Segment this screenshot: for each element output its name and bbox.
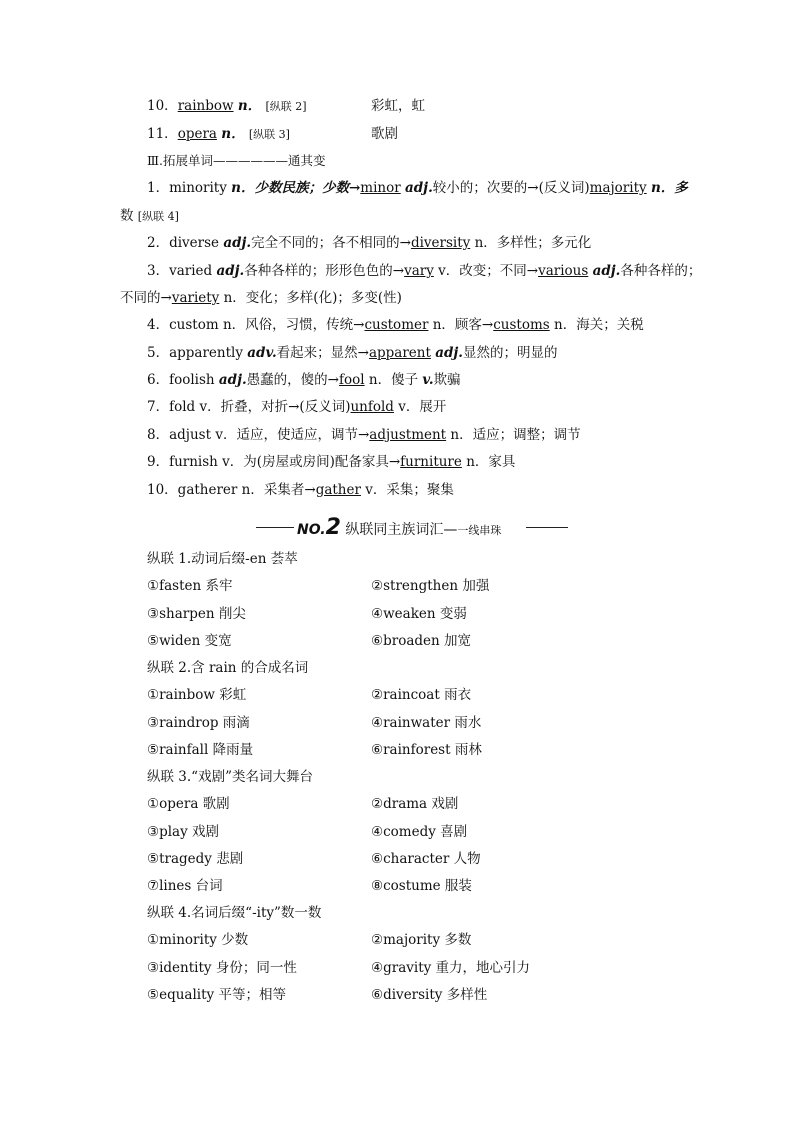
- word: 3．varied: [147, 263, 213, 279]
- vocab-meaning-10: 彩虹，虹: [371, 98, 425, 114]
- definition: 显然的；明显的: [463, 345, 558, 361]
- derived-word: customs: [493, 317, 550, 333]
- antonym-word: majority: [589, 180, 647, 196]
- group-item: ②strengthen 加强: [371, 578, 490, 594]
- word: 1．minority: [147, 180, 227, 196]
- group-item: ②raincoat 雨衣: [371, 687, 472, 703]
- word: 8．adjust: [147, 427, 212, 443]
- expand-item-10: [147, 480, 454, 500]
- group-item: ⑥diversity 多样性: [371, 987, 488, 1003]
- part-of-speech: adj.: [216, 263, 245, 279]
- expand-item-6: [147, 370, 461, 390]
- definition: n．风俗，习惯，传统→: [222, 317, 365, 333]
- definition: v．折叠，对折→(反义词): [199, 399, 351, 415]
- definition: 看起来；显然→: [276, 345, 369, 361]
- part-of-speech: v.: [422, 372, 434, 388]
- word: 6．foolish: [147, 372, 215, 388]
- banner-rule-right: [526, 527, 568, 528]
- item-number: 11．: [147, 126, 178, 142]
- section-banner: [297, 515, 501, 540]
- definition: v．展开: [398, 399, 447, 415]
- section-heading: Ⅲ.拓展单词——————通其变: [147, 153, 326, 168]
- definition: v．适应，使适应，调节→: [215, 427, 370, 443]
- definition: 完全不同的；各不相同的→: [251, 235, 411, 251]
- derived-word: fool: [339, 372, 365, 388]
- group-item: ⑥character 人物: [371, 851, 481, 867]
- definition: n．采集者→: [241, 482, 316, 498]
- definition: n．变化；多样(化)；多变(性): [223, 290, 402, 306]
- derived-word: minor: [360, 180, 401, 196]
- group-item: ①rainbow 彩虹: [147, 687, 247, 703]
- banner-dash: —: [443, 522, 458, 538]
- definition: 各种各样的；形形色色的→: [244, 263, 405, 279]
- group-item: ④comedy 喜剧: [371, 824, 468, 840]
- group-item: ②majority 多数: [371, 932, 472, 948]
- group-item: ⑥rainforest 雨林: [371, 742, 482, 758]
- group-item: ③identity 身份；同一性: [147, 960, 297, 976]
- word: 9．furnish: [147, 454, 218, 470]
- definition: 愚蠢的，傻的→: [246, 372, 339, 388]
- group-item: ⑦lines 台词: [147, 878, 223, 894]
- group-item: ③sharpen 削尖: [147, 606, 246, 622]
- group-item: ③raindrop 雨滴: [147, 715, 250, 731]
- expand-item-2: [147, 233, 591, 253]
- expand-item-3: [147, 261, 701, 281]
- banner-number: 2: [325, 515, 341, 540]
- group-item: ⑥broaden 加宽: [371, 633, 471, 649]
- group-title-1: 纵联 1.动词后缀-en 荟萃: [147, 551, 298, 567]
- derived-word: apparent: [368, 345, 431, 361]
- vocab-item-11: [147, 124, 290, 145]
- definition: n．少数民族；少数→: [231, 180, 361, 196]
- definition: n．海关；关税: [554, 317, 644, 333]
- definition: 各种各样的；: [620, 263, 702, 279]
- item-number: 10．: [147, 98, 178, 114]
- group-item: ②drama 戏剧: [371, 796, 459, 812]
- expand-item-1: [147, 178, 688, 198]
- group-item: ③play 戏剧: [147, 824, 220, 840]
- banner-subtitle: 一线串珠: [457, 524, 502, 537]
- banner-title: 纵联同主族词汇: [345, 522, 444, 538]
- group-item: ⑧costume 服装: [371, 878, 472, 894]
- link-tag: [纵联 2]: [265, 100, 307, 113]
- vocab-meaning-11: 歌剧: [371, 126, 398, 142]
- group-item: ④rainwater 雨水: [371, 715, 482, 731]
- link-tag: [纵联 3]: [248, 128, 290, 141]
- derived-word: adjustment: [369, 427, 447, 443]
- vocab-word: opera: [177, 126, 217, 142]
- group-item: ⑤rainfall 降雨量: [147, 742, 254, 758]
- definition: n．顾客→: [432, 317, 494, 333]
- vocab-word: rainbow: [177, 98, 234, 114]
- part-of-speech: adj.: [405, 180, 433, 196]
- group-item: ①opera 歌剧: [147, 796, 230, 812]
- antonym-word: unfold: [350, 399, 394, 415]
- group-item: ④weaken 变弱: [371, 606, 467, 622]
- group-title-3: 纵联 3.“戏剧”类名词大舞台: [147, 769, 313, 785]
- definition: n．傻子: [368, 372, 419, 388]
- derived-word: furniture: [400, 454, 462, 470]
- definition: v．为(房屋或房间)配备家具→: [222, 454, 401, 470]
- derived-word: vary: [404, 263, 434, 279]
- expand-item-1-cont: [120, 206, 179, 227]
- definition: 不同的→: [120, 290, 172, 306]
- definition: 欺骗: [433, 372, 461, 388]
- word: 7．fold: [147, 399, 196, 415]
- definition: v．改变；不同→: [438, 263, 539, 279]
- word: 10．gatherer: [147, 482, 238, 498]
- expand-item-4: [147, 315, 644, 335]
- word: 4．custom: [147, 317, 219, 333]
- derived-word: customer: [364, 317, 429, 333]
- part-of-speech: adj.: [223, 235, 252, 251]
- expand-item-5: [147, 343, 558, 363]
- group-title-4: 纵联 4.名词后缀“-ity”数一数: [147, 905, 322, 921]
- expand-item-9: [147, 452, 515, 472]
- banner-rule-left: [256, 527, 294, 528]
- vocab-item-10: [147, 96, 307, 117]
- group-item: ①fasten 系牢: [147, 578, 233, 594]
- part-of-speech: adv.: [247, 345, 277, 361]
- word: 2．diverse: [147, 235, 220, 251]
- derived-word: variety: [171, 290, 220, 306]
- definition: n．多: [650, 180, 688, 196]
- definition: n．多样性；多元化: [474, 235, 592, 251]
- group-item: ⑤tragedy 悲剧: [147, 851, 244, 867]
- definition: v．采集；聚集: [365, 482, 454, 498]
- expand-item-7: [147, 397, 446, 417]
- group-item: ①minority 少数: [147, 932, 249, 948]
- part-of-speech: adj.: [592, 263, 621, 279]
- group-title-2: 纵联 2.含 rain 的合成名词: [147, 660, 309, 676]
- expand-item-3-cont: [120, 288, 402, 308]
- part-of-speech: adj.: [218, 372, 247, 388]
- group-item: ⑤equality 平等；相等: [147, 987, 286, 1003]
- derived-word: gather: [315, 482, 361, 498]
- part-of-speech: adj.: [435, 345, 463, 361]
- expand-item-8: [147, 425, 581, 445]
- banner-no: NO.: [297, 522, 326, 538]
- derived-word: various: [538, 263, 589, 279]
- definition: 数: [120, 208, 134, 224]
- link-tag: [纵联 4]: [137, 210, 179, 223]
- definition: n．适应；调整；调节: [450, 427, 581, 443]
- derived-word: diversity: [410, 235, 471, 251]
- definition: 较小的；次要的→(反义词): [432, 180, 590, 196]
- group-item: ④gravity 重力，地心引力: [371, 960, 531, 976]
- definition: n．家具: [466, 454, 516, 470]
- part-of-speech: n．: [237, 98, 262, 114]
- part-of-speech: n．: [221, 126, 245, 142]
- word: 5．apparently: [147, 345, 243, 361]
- group-item: ⑤widen 变宽: [147, 633, 232, 649]
